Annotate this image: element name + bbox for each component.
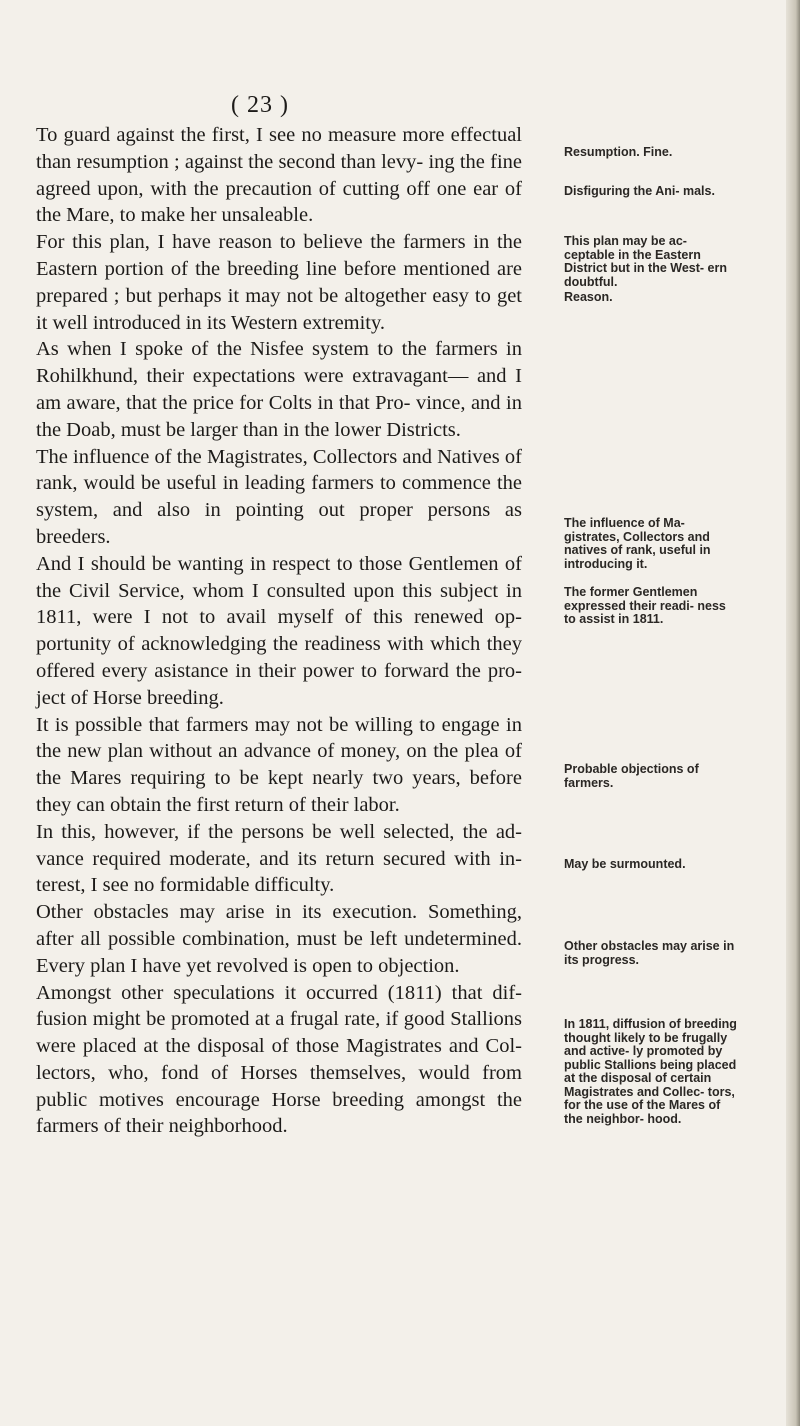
paragraph-well-selected: In this, however, if the persons be well selected, the ad- vance required moderate, and its return secured with in- terest, I see no formidable difficulty.	[36, 820, 522, 897]
paragraph-advance-money: It is possible that farmers may not be willing to engage in the new plan without an advance of money, on the plea of the Mares requiring to be kept nearly two years, before they can obtain the first return of their labor.	[36, 713, 522, 816]
paragraph-other-obstacles: Other obstacles may arise in its execution. Something, after all possible combination, must be left undetermined. Every plan I have yet revolved is open to objection.	[36, 901, 522, 977]
margin-note-probable-objections: Probable objections of farmers.	[564, 762, 699, 790]
margin-note-reason: Reason.	[564, 290, 613, 304]
margin-note-resumption: Resumption. Fine.	[564, 145, 673, 159]
main-text-column	[36, 122, 522, 1140]
paragraph-eastern-portion: For this plan, I have reason to believe the farmers in the Eastern portion of the breeding line before mentioned are prepared ; but perhaps it may not be altogether easy to get it well introduced in its Western extremity.	[36, 231, 522, 334]
margin-note-other-obstacles: Other obstacles may arise in its progress.	[564, 939, 735, 967]
paragraph-nisfee-system: As when I spoke of the Nisfee system to the farmers in Rohilkhund, their expectations were extravagant— and I am aware, that the price for Colts in that Pro- vince, and in the Doab, must be larger than in the lower Districts.	[36, 338, 522, 441]
page-number: ( 23 )	[231, 92, 289, 118]
paragraph-resumption: To guard against the first, I see no measure more effectual than resumption ; against the second than levy- ing the fine agreed upon, with the precaution of cutting off one ear of the Mare, to make her unsaleable.	[36, 124, 522, 227]
paragraph-stallions-diffusion: Amongst other speculations it occurred (1811) that dif- fusion might be promoted at a frugal rate, if good Stallions were placed at the disposal of those Magistrates and Col- lectors, who, fond of Horses themselves, would from public motives encourage Horse breeding amongst the farmers of their neighborhood.	[36, 981, 522, 1138]
margin-note-former-gentlemen: The former Gentlemen expressed their readi- ness to assist in 1811.	[564, 585, 726, 626]
margin-note-eastern-plan: This plan may be ac- ceptable in the Eastern District but in the West- ern doubtful.	[564, 234, 727, 289]
paragraph-influence-magistrates: The influence of the Magistrates, Collectors and Natives of rank, would be useful in leading farmers to commence the system, and also in pointing out proper persons as breeders.	[36, 445, 522, 548]
margin-note-diffusion-1811: In 1811, diffusion of breeding thought likely to be frugally and active- ly promoted by public Stallions being placed at the disposal of certain Magistrates and Collec- tors, for the use of the Mares of the neighbor- hood.	[564, 1017, 737, 1126]
paragraph-civil-service: And I should be wanting in respect to those Gentlemen of the Civil Service, whom I consulted upon this subject in 1811, were I not to avail myself of this renewed op- portunity of acknowledging the readiness with which they offered every asistance in their power to forward the pro- ject of Horse breeding.	[36, 552, 522, 709]
page-edge	[786, 0, 800, 1426]
margin-note-surmounted: May be surmounted.	[564, 857, 686, 871]
margin-note-influence: The influence of Ma- gistrates, Collectors and natives of rank, useful in introducing it.	[564, 516, 711, 571]
margin-note-disfiguring: Disfiguring the Ani- mals.	[564, 184, 715, 198]
